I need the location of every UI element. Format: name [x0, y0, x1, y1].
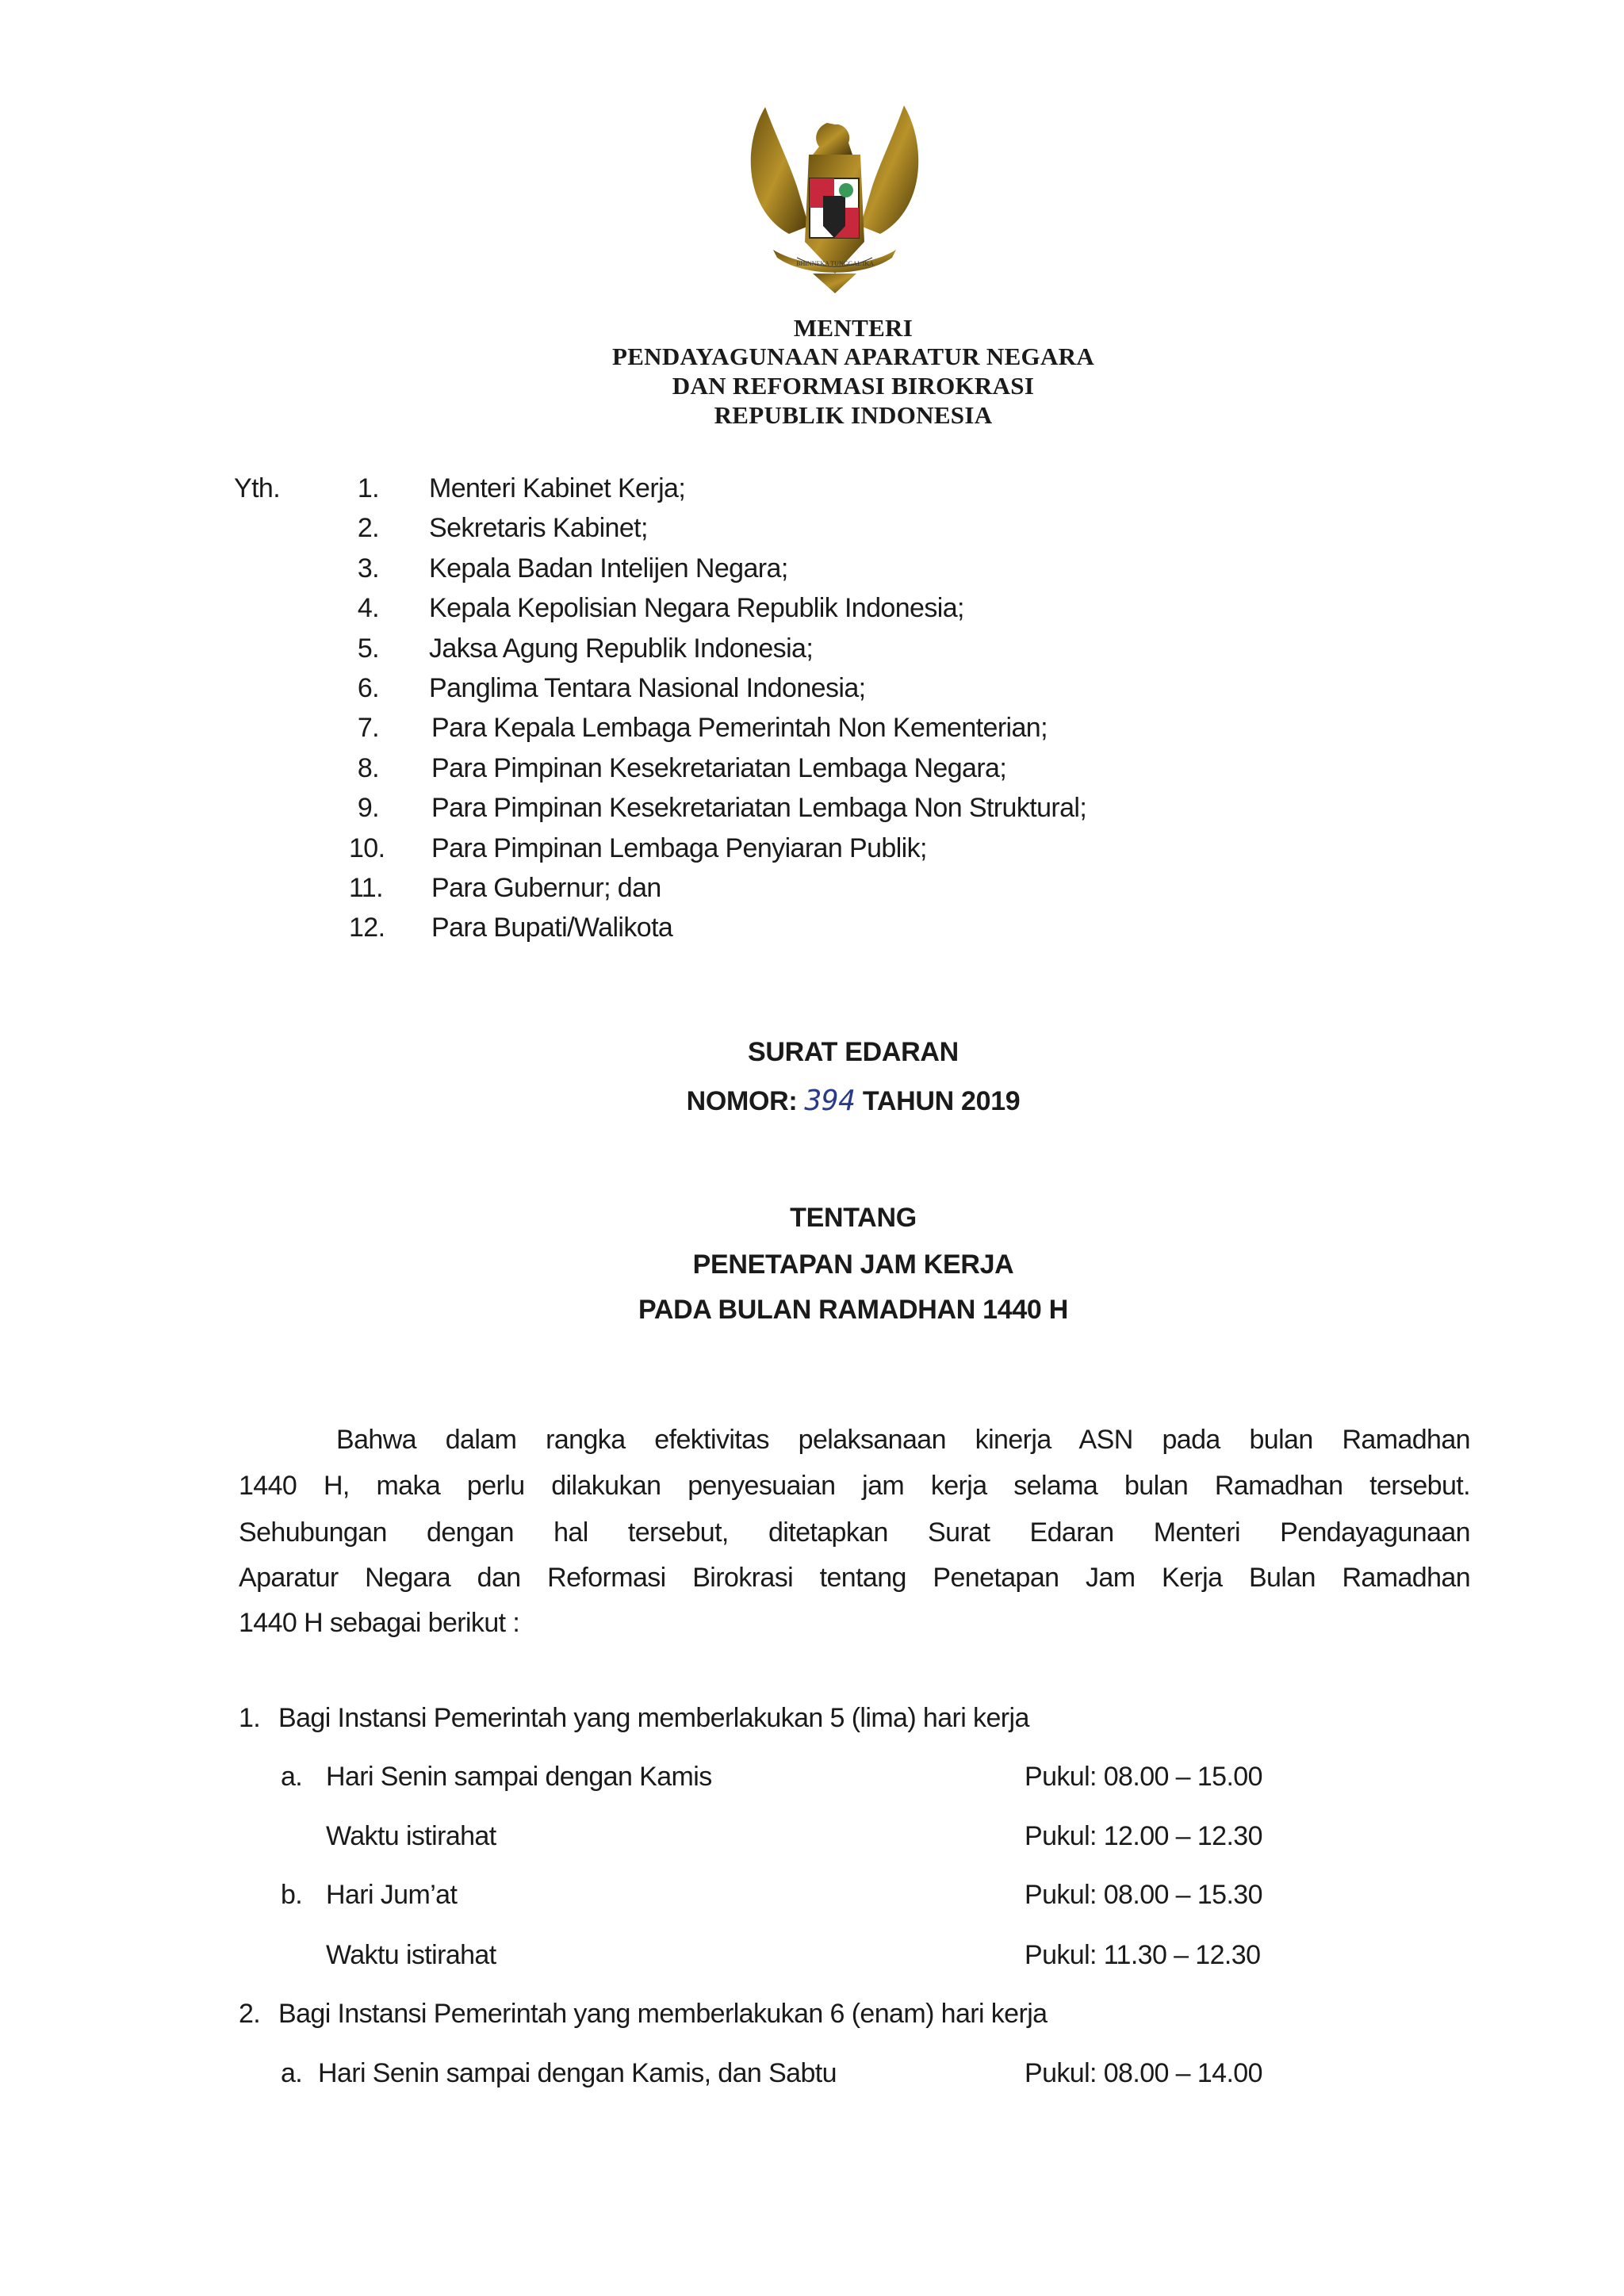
recipient-name: Jaksa Agung Republik Indonesia;: [429, 633, 814, 664]
recipient-number: 2.: [357, 513, 379, 544]
recipient-number: 6.: [357, 673, 379, 703]
section-2-title: Bagi Instansi Pemerintah yang memberlakukan 6 (enam) hari kerja: [278, 1999, 1048, 2029]
row-label: Hari Senin sampai dengan Kamis, dan Sabtu: [318, 2058, 837, 2088]
paragraph-line: Sehubungan dengan hal tersebut, ditetapkan Surat Edaran Menteri Pendayagunaan: [239, 1517, 1470, 1548]
emblem-motto: BHINNEKA TUNGGAL IKA: [796, 260, 874, 267]
recipient-name: Para Gubernur; dan: [431, 873, 661, 903]
recipient-number: 10.: [349, 832, 385, 863]
row-time: Pukul: 08.00 – 15.30: [1025, 1880, 1262, 1910]
number-label: NOMOR:: [686, 1086, 798, 1116]
row-time: Pukul: 08.00 – 14.00: [1025, 2058, 1262, 2088]
section-1-title: Bagi Instansi Pemerintah yang memberlakukan 5 (lima) hari kerja: [278, 1703, 1029, 1733]
letterhead-ministry: PENDAYAGUNAAN APARATUR NEGARA: [611, 342, 1095, 370]
recipient-number: 5.: [357, 633, 379, 664]
section-1-number: 1.: [239, 1703, 261, 1733]
row-time: Pukul: 11.30 – 12.30: [1025, 1940, 1261, 1970]
paragraph-line: Aparatur Negara dan Reformasi Birokrasi tentang Penetapan Jam Kerja Bulan Ramadhan: [239, 1563, 1470, 1593]
row-time: Pukul: 12.00 – 12.30: [1025, 1821, 1262, 1851]
year-label: TAHUN 2019: [862, 1086, 1021, 1116]
recipient-name: Para Pimpinan Lembaga Penyiaran Publik;: [431, 832, 927, 863]
recipient-name: Para Pimpinan Kesekretariatan Lembaga Negara;: [431, 752, 1007, 783]
row-label: Hari Senin sampai dengan Kamis: [326, 1762, 712, 1792]
recipient-number: 11.: [349, 873, 383, 903]
recipient-number: 12.: [349, 913, 385, 943]
recipient-number: 4.: [357, 593, 379, 624]
recipient-number: 8.: [357, 752, 379, 783]
recipient-name: Kepala Badan Intelijen Negara;: [429, 553, 788, 584]
recipient-number: 9.: [357, 793, 379, 824]
subject-line-1: PENETAPAN JAM KERJA: [692, 1249, 1014, 1280]
section-2-number: 2.: [239, 1999, 261, 2029]
recipient-name: Para Kepala Lembaga Pemerintah Non Kementerian;: [431, 713, 1048, 744]
row-time: Pukul: 08.00 – 15.00: [1025, 1762, 1262, 1792]
handwritten-number: 394: [804, 1085, 856, 1117]
subject-line-2: PADA BULAN RAMADHAN 1440 H: [638, 1295, 1068, 1325]
row-label: Hari Jum’at: [326, 1880, 458, 1910]
recipient-number: 3.: [357, 553, 379, 584]
row-letter: b.: [281, 1880, 303, 1910]
recipient-name: Para Bupati/Walikota: [431, 913, 673, 943]
recipient-name: Para Pimpinan Kesekretariatan Lembaga Non Struktural;: [431, 793, 1087, 824]
letterhead-title: MENTERI: [793, 314, 914, 342]
row-label: Waktu istirahat: [326, 1940, 496, 1970]
document-number: [0, 1085, 1624, 1117]
garuda-emblem-logo: [733, 99, 936, 297]
paragraph-line: 1440 H sebagai berikut :: [239, 1608, 520, 1638]
recipient-name: Menteri Kabinet Kerja;: [429, 473, 686, 503]
recipient-number: 7.: [357, 713, 379, 744]
row-label: Waktu istirahat: [326, 1821, 496, 1851]
paragraph-line: 1440 H, maka perlu dilakukan penyesuaian jam kerja selama bulan Ramadhan tersebut.: [239, 1471, 1470, 1501]
recipients-label: Yth.: [234, 473, 281, 503]
recipient-name: Sekretaris Kabinet;: [429, 513, 648, 544]
recipient-name: Panglima Tentara Nasional Indonesia;: [429, 673, 866, 703]
recipient-name: Kepala Kepolisian Negara Republik Indonesia;: [429, 593, 964, 624]
letterhead-ministry-2: DAN REFORMASI BIROKRASI: [672, 372, 1035, 400]
subject-heading: TENTANG: [790, 1203, 917, 1233]
recipient-number: 1.: [357, 473, 379, 503]
paragraph-line: Bahwa dalam rangka efektivitas pelaksanaan kinerja ASN pada bulan Ramadhan: [336, 1425, 1470, 1455]
letterhead-country: REPUBLIK INDONESIA: [714, 401, 993, 429]
row-letter: a.: [281, 2058, 303, 2088]
document-type: SURAT EDARAN: [748, 1037, 959, 1067]
row-letter: a.: [281, 1762, 303, 1792]
